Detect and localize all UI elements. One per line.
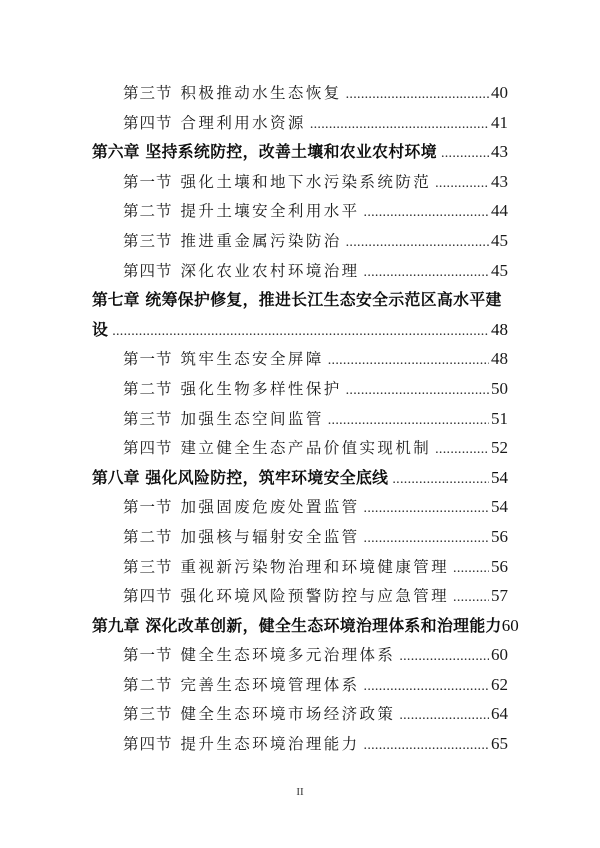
dot-leader bbox=[399, 642, 489, 672]
toc-section-entry[interactable] bbox=[92, 670, 508, 700]
section-label: 第三节 bbox=[123, 231, 173, 250]
section-title: 加强生态空间监管 bbox=[180, 409, 324, 428]
toc-section-entry[interactable] bbox=[92, 433, 508, 463]
toc-section-entry[interactable] bbox=[92, 699, 508, 729]
chapter-title: 坚持系统防控，改善土壤和农业农村环境 bbox=[145, 142, 437, 162]
toc-section-entry[interactable] bbox=[92, 404, 508, 434]
chapter-title: 强化风险防控，筑牢环境安全底线 bbox=[145, 467, 389, 487]
page-number: 50 bbox=[491, 378, 508, 398]
section-title: 健全生态环境市场经济政策 bbox=[180, 705, 396, 724]
dot-leader bbox=[328, 406, 489, 436]
page-number: 43 bbox=[491, 171, 508, 191]
chapter-title: 统筹保护修复，推进长江生态安全示范区高水平建 bbox=[145, 290, 502, 310]
section-title: 提升生态环境治理能力 bbox=[180, 735, 360, 754]
page-number: 48 bbox=[491, 349, 508, 369]
chapter-title: 深化改革创新，健全生态环境治理体系和治理能力 bbox=[145, 615, 502, 635]
section-label: 第二节 bbox=[123, 379, 173, 398]
page-number: 56 bbox=[491, 526, 508, 546]
dot-leader bbox=[364, 672, 489, 702]
dot-leader bbox=[346, 80, 489, 110]
section-title: 完善生态环境管理体系 bbox=[180, 675, 360, 694]
page-number: 65 bbox=[491, 734, 508, 754]
page-number: 60 bbox=[491, 645, 508, 665]
dot-leader bbox=[435, 169, 489, 199]
section-label: 第一节 bbox=[123, 350, 173, 369]
table-of-contents bbox=[92, 78, 519, 759]
page-number: 45 bbox=[491, 260, 508, 280]
dot-leader bbox=[112, 317, 489, 347]
dot-leader bbox=[364, 524, 489, 554]
page-number: 52 bbox=[491, 438, 508, 458]
dot-leader bbox=[328, 346, 489, 376]
section-title: 健全生态环境多元治理体系 bbox=[180, 646, 396, 665]
page-number: 62 bbox=[491, 674, 508, 694]
page-number: 41 bbox=[491, 112, 508, 132]
section-title: 强化生物多样性保护 bbox=[180, 379, 342, 398]
section-label: 第四节 bbox=[123, 439, 173, 458]
section-title: 加强核与辐射安全监管 bbox=[180, 527, 360, 546]
section-title: 建立健全生态产品价值实现机制 bbox=[180, 439, 432, 458]
section-label: 第三节 bbox=[123, 84, 173, 102]
toc-chapter-entry[interactable] bbox=[92, 611, 519, 641]
page-number: 45 bbox=[491, 230, 508, 250]
section-title: 积极推动水生态恢复 bbox=[180, 84, 342, 102]
page-number: 64 bbox=[491, 704, 508, 724]
toc-chapter-entry[interactable] bbox=[92, 137, 508, 167]
dot-leader bbox=[399, 701, 489, 731]
section-label: 第二节 bbox=[123, 202, 173, 221]
section-label: 第三节 bbox=[123, 557, 173, 576]
chapter-label: 第七章 bbox=[92, 290, 140, 310]
section-label: 第四节 bbox=[123, 587, 173, 606]
toc-section-entry[interactable] bbox=[92, 729, 508, 759]
chapter-label: 第六章 bbox=[92, 142, 140, 162]
page-number: 56 bbox=[491, 556, 508, 576]
page-number: 48 bbox=[491, 319, 508, 339]
toc-section-entry[interactable] bbox=[92, 552, 508, 582]
section-title: 推进重金属污染防治 bbox=[180, 231, 342, 250]
page-number: 57 bbox=[491, 586, 508, 606]
dot-leader bbox=[310, 110, 489, 140]
dot-leader bbox=[453, 554, 489, 584]
dot-leader bbox=[453, 583, 489, 613]
toc-section-entry[interactable] bbox=[92, 640, 508, 670]
toc-section-entry[interactable] bbox=[92, 256, 508, 286]
page-number: 54 bbox=[491, 497, 508, 517]
dot-leader bbox=[364, 198, 489, 228]
section-title: 深化农业农村环境治理 bbox=[180, 261, 360, 280]
toc-chapter-entry-line2[interactable] bbox=[92, 315, 508, 345]
page-number: 60 bbox=[501, 615, 519, 635]
toc-section-entry[interactable] bbox=[92, 374, 508, 404]
dot-leader bbox=[441, 139, 489, 169]
toc-chapter-entry[interactable] bbox=[92, 463, 508, 493]
dot-leader bbox=[364, 731, 489, 761]
section-title: 强化土壤和地下水污染系统防范 bbox=[180, 172, 432, 191]
section-title: 强化环境风险预警防控与应急管理 bbox=[180, 587, 450, 606]
section-label: 第三节 bbox=[123, 409, 173, 428]
section-label: 第三节 bbox=[123, 705, 173, 724]
dot-leader bbox=[435, 435, 489, 465]
chapter-label: 第九章 bbox=[92, 615, 140, 635]
chapter-label: 第八章 bbox=[92, 467, 140, 487]
section-title: 重视新污染物治理和环境健康管理 bbox=[180, 557, 450, 576]
toc-section-entry[interactable] bbox=[92, 226, 508, 256]
section-title: 合理利用水资源 bbox=[180, 113, 306, 132]
dot-leader bbox=[364, 494, 489, 524]
section-label: 第一节 bbox=[123, 646, 173, 665]
dot-leader bbox=[346, 376, 489, 406]
page-number: 43 bbox=[491, 142, 508, 162]
toc-section-entry[interactable] bbox=[92, 78, 508, 108]
section-label: 第四节 bbox=[123, 261, 173, 280]
toc-section-entry[interactable] bbox=[92, 108, 508, 138]
toc-chapter-entry-line1[interactable] bbox=[92, 285, 508, 315]
section-label: 第二节 bbox=[123, 527, 173, 546]
chapter-title-continued: 设 bbox=[92, 319, 109, 339]
section-label: 第一节 bbox=[123, 172, 173, 191]
page-footer-number: II bbox=[296, 786, 304, 798]
page-number: 44 bbox=[491, 201, 508, 221]
section-label: 第二节 bbox=[123, 675, 173, 694]
section-title: 筑牢生态安全屏障 bbox=[180, 350, 324, 369]
toc-section-entry[interactable] bbox=[92, 344, 508, 374]
section-label: 第四节 bbox=[123, 113, 173, 132]
toc-section-entry[interactable] bbox=[92, 167, 508, 197]
toc-section-entry[interactable] bbox=[92, 196, 508, 226]
toc-section-entry[interactable] bbox=[92, 581, 508, 611]
dot-leader bbox=[364, 258, 489, 288]
toc-section-entry[interactable] bbox=[92, 522, 508, 552]
page-number: 40 bbox=[491, 83, 508, 102]
page-number: 51 bbox=[491, 408, 508, 428]
page-number: 54 bbox=[491, 467, 508, 487]
section-label: 第一节 bbox=[123, 498, 173, 517]
section-label: 第四节 bbox=[123, 735, 173, 754]
dot-leader bbox=[392, 465, 489, 495]
section-title: 提升土壤安全利用水平 bbox=[180, 202, 360, 221]
toc-section-entry[interactable] bbox=[92, 492, 508, 522]
section-title: 加强固废危废处置监管 bbox=[180, 498, 360, 517]
dot-leader bbox=[346, 228, 489, 258]
